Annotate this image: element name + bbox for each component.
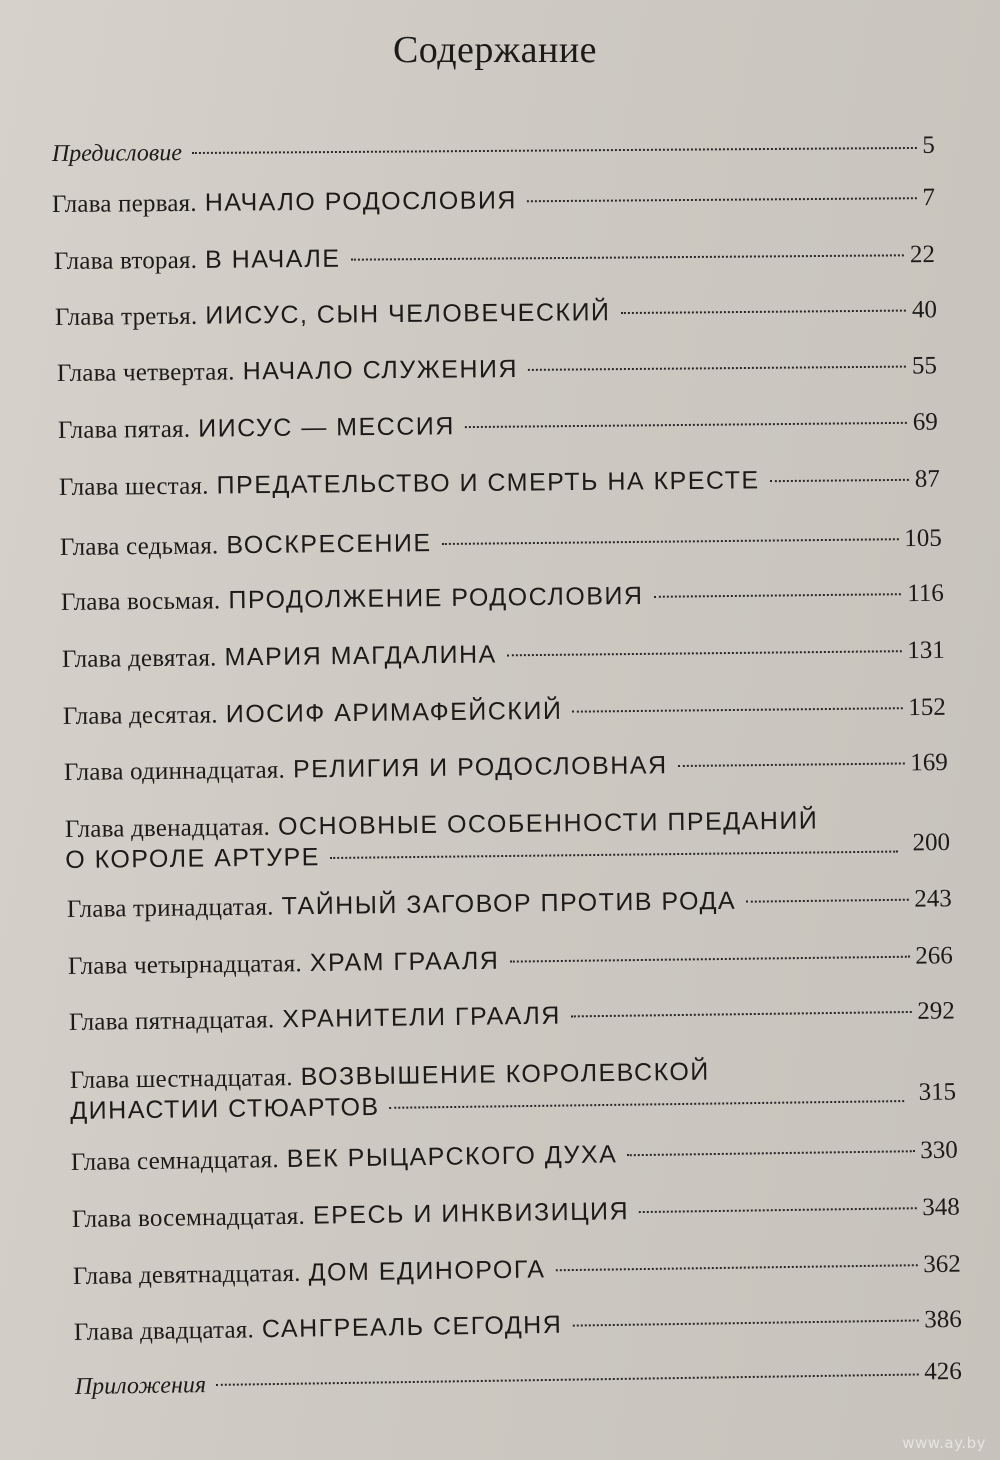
toc-entry	[51, 131, 935, 190]
chapter-title: ПРОДОЛЖЕНИЕ РОДОСЛОВИЯ	[228, 581, 644, 615]
chapter-label: Глава седьмая.	[59, 532, 219, 561]
chapter-label: Глава девятая.	[61, 644, 217, 673]
chapter-title: ХРАНИТЕЛИ ГРААЛЯ	[282, 1001, 562, 1034]
chapter-title: ВОСКРЕСЕНИЕ	[226, 529, 432, 560]
dot-leader	[653, 593, 901, 598]
toc-entry	[64, 748, 949, 808]
dot-leader	[216, 1373, 918, 1385]
chapter-title: САНГРЕАЛЬ СЕГОДНЯ	[261, 1310, 563, 1344]
chapter-label: Глава одиннадцатая.	[63, 756, 286, 786]
toc-entry	[52, 183, 935, 240]
chapter-label: Глава семнадцатая.	[70, 1146, 280, 1176]
toc-entry	[60, 524, 942, 583]
watermark: www.ay.by	[902, 1434, 986, 1452]
page-number: 40	[911, 296, 937, 324]
section-label: Предисловие	[51, 140, 183, 167]
page-number: 22	[909, 241, 935, 269]
chapter-label: Глава пятнадцатая.	[68, 1006, 275, 1036]
chapter-title: ДОМ ЕДИНОРОГА	[308, 1255, 546, 1287]
page-number: 243	[914, 885, 952, 913]
chapter-label: Глава четырнадцатая.	[67, 950, 302, 980]
dot-leader	[509, 956, 909, 963]
page-number: 55	[911, 352, 937, 380]
dot-leader	[555, 1264, 917, 1271]
toc-entry	[62, 636, 945, 695]
dot-leader	[639, 1207, 916, 1213]
page-number: 105	[904, 524, 942, 553]
chapter-title-continued: О КОРОЛЕ АРТУРЕ	[65, 843, 321, 874]
toc-entry	[63, 693, 946, 752]
page-number: 116	[907, 579, 944, 608]
chapter-label: Глава восьмая.	[60, 587, 221, 616]
chapter-title: ИИСУС, СЫН ЧЕЛОВЕЧЕСКИЙ	[205, 298, 611, 330]
page-number: 348	[922, 1193, 960, 1222]
chapter-title: МАРИЯ МАГДАЛИНА	[224, 640, 497, 672]
page-number: 152	[908, 693, 946, 722]
page-number: 315	[918, 1078, 957, 1106]
dot-leader	[330, 851, 898, 859]
chapter-label: Глава тринадцатая.	[66, 893, 274, 923]
dot-leader	[350, 254, 903, 260]
page-number: 69	[912, 408, 938, 436]
chapter-label: Глава восемнадцатая.	[71, 1202, 306, 1233]
toc-entry	[72, 1193, 961, 1255]
toc-entry	[64, 805, 951, 874]
page-number: 169	[910, 748, 948, 777]
chapter-label: Глава шестнадцатая.	[69, 1064, 293, 1094]
dot-leader	[390, 1100, 905, 1109]
dot-leader	[465, 422, 907, 428]
page-number: 426	[924, 1357, 962, 1386]
dot-leader	[572, 1319, 918, 1326]
chapter-title: ПРЕДАТЕЛЬСТВО И СМЕРТЬ НА КРЕСТЕ	[216, 466, 760, 500]
toc-entry	[67, 884, 953, 945]
toc-entry	[69, 996, 956, 1058]
page-number: 7	[922, 184, 935, 212]
chapter-title: В НАЧАЛЕ	[205, 244, 341, 274]
chapter-title: ВЕК РЫЦАРСКОГО ДУХА	[286, 1140, 618, 1173]
page-number: 386	[924, 1305, 962, 1334]
chapter-title: ЕРЕСЬ И ИНКВИЗИЦИЯ	[312, 1197, 630, 1230]
toc-entry	[59, 465, 940, 523]
dot-leader	[507, 650, 902, 656]
chapter-label: Глава шестая.	[58, 472, 209, 501]
chapter-title: ИОСИФ АРИМАФЕЙСКИЙ	[225, 696, 563, 729]
dot-leader	[620, 310, 905, 314]
chapter-label: Глава десятая.	[62, 701, 218, 730]
toc-entry	[61, 579, 944, 638]
chapter-label: Глава первая.	[51, 189, 197, 218]
chapter-title: ВОЗВЫШЕНИЕ КОРОЛЕВСКОЙ	[300, 1057, 710, 1091]
chapter-label: Глава четвертая.	[56, 358, 235, 387]
chapter-label: Глава пятая.	[57, 415, 191, 444]
page-number: 200	[912, 828, 951, 857]
chapter-title: ОСНОВНЫЕ ОСОБЕННОСТИ ПРЕДАНИЙ	[277, 806, 819, 841]
dot-leader	[770, 479, 909, 482]
dot-leader	[572, 707, 902, 712]
dot-leader	[527, 197, 916, 202]
toc-entry	[69, 1054, 957, 1125]
page-number: 131	[907, 636, 945, 665]
chapter-title: ХРАМ ГРААЛЯ	[309, 946, 500, 978]
dot-leader	[571, 1011, 911, 1017]
chapter-label: Глава вторая.	[53, 246, 198, 275]
dot-leader	[442, 538, 899, 545]
dot-leader	[746, 899, 908, 903]
page-number: 292	[917, 997, 955, 1025]
chapter-label: Глава двенадцатая.	[64, 813, 271, 843]
dot-leader	[528, 366, 906, 371]
toc-entry	[74, 1305, 963, 1368]
page-number: 5	[922, 131, 935, 159]
dot-leader	[678, 762, 905, 767]
page-number: 330	[920, 1136, 958, 1165]
toc-entry	[55, 295, 937, 353]
toc-entry	[57, 351, 937, 409]
chapter-title: ИИСУС — МЕССИЯ	[198, 412, 455, 443]
toc-entry	[73, 1250, 962, 1312]
chapter-title-continued: ДИНАСТИИ СТЮАРТОВ	[70, 1092, 380, 1125]
page-title: Содержание	[392, 29, 598, 71]
toc-entry	[74, 1357, 963, 1423]
chapter-title: ТАЙНЫЙ ЗАГОВОР ПРОТИВ РОДА	[281, 886, 737, 921]
chapter-title: НАЧАЛО СЛУЖЕНИЯ	[242, 354, 519, 386]
chapter-label: Глава третья.	[54, 302, 198, 331]
chapter-title: НАЧАЛО РОДОСЛОВИЯ	[204, 186, 518, 217]
toc-entry	[68, 941, 954, 1002]
page-number: 266	[915, 942, 953, 970]
toc-entry	[54, 240, 935, 297]
dot-leader	[627, 1150, 914, 1156]
page-number: 87	[914, 465, 940, 493]
chapter-label: Глава девятнадцатая.	[72, 1259, 301, 1290]
page-number: 362	[923, 1250, 961, 1279]
section-label: Приложения	[74, 1372, 207, 1400]
chapter-title: РЕЛИГИЯ И РОДОСЛОВНАЯ	[292, 751, 668, 784]
toc-entry	[71, 1136, 959, 1198]
chapter-label: Глава двадцатая.	[73, 1316, 255, 1346]
dot-leader	[192, 147, 916, 154]
toc-entry	[58, 408, 938, 466]
